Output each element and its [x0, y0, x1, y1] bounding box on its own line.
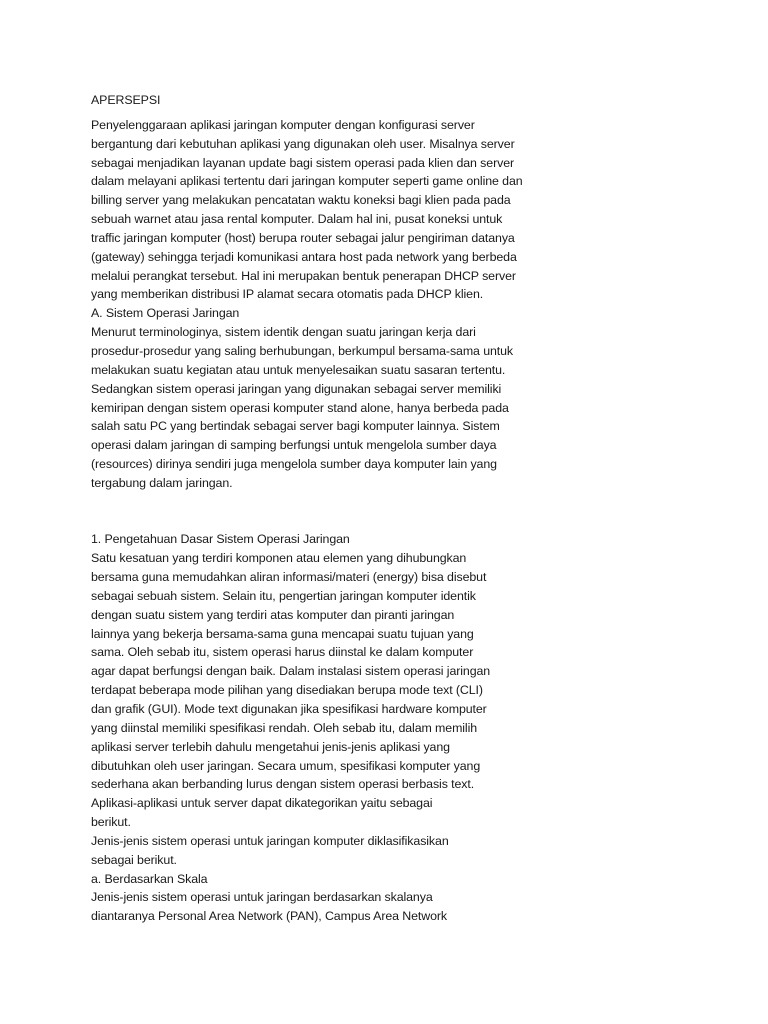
paragraph-line: Aplikasi-aplikasi untuk server dapat dikategorikan yaitu sebagai	[91, 796, 433, 811]
paragraph-line: Sedangkan sistem operasi jaringan yang digunakan sebagai server memiliki	[91, 381, 502, 396]
section-1a-paragraph	[91, 888, 561, 926]
paragraph-line: tergabung dalam jaringan.	[91, 475, 233, 490]
paragraph-line: salah satu PC yang bertindak sebagai server bagi komputer lainnya. Sistem	[91, 419, 500, 434]
section-a-paragraph	[91, 323, 561, 493]
paragraph-line: melakukan suatu kegiatan atau untuk menyelesaikan suatu sasaran tertentu.	[91, 362, 506, 377]
paragraph-spacer	[91, 493, 561, 512]
paragraph-line: dalam melayani aplikasi tertentu dari jaringan komputer seperti game online dan	[91, 174, 523, 189]
paragraph-line: berikut.	[91, 815, 131, 830]
paragraph-line: sebagai berikut.	[91, 852, 177, 867]
paragraph-line: sama. Oleh sebab itu, sistem operasi harus diinstal ke dalam komputer	[91, 645, 474, 660]
section-1-paragraph	[91, 549, 561, 869]
paragraph-line: Menurut terminologinya, sistem identik dengan suatu jaringan kerja dari	[91, 325, 476, 340]
paragraph-line: bersama guna memudahkan aliran informasi/materi (energy) bisa disebut	[91, 570, 487, 585]
paragraph-line: sebuah warnet atau jasa rental komputer. Dalam hal ini, pusat koneksi untuk	[91, 212, 503, 227]
paragraph-line: operasi dalam jaringan di samping berfungsi untuk mengelola sumber daya	[91, 438, 497, 453]
document-title: APERSEPSI	[91, 93, 161, 107]
paragraph-line: sederhana akan berbanding lurus dengan sistem operasi berbasis text.	[91, 777, 475, 792]
paragraph-line: Jenis-jenis sistem operasi untuk jaringan komputer diklasifikasikan	[91, 833, 449, 848]
paragraph-line: diantaranya Personal Area Network (PAN), Campus Area Network	[91, 909, 448, 924]
paragraph-line: aplikasi server terlebih dahulu mengetahui jenis-jenis aplikasi yang	[91, 739, 450, 754]
paragraph-line: dengan suatu sistem yang terdiri atas komputer dan piranti jaringan	[91, 607, 455, 622]
paragraph-line: melalui perangkat tersebut. Hal ini merupakan bentuk penerapan DHCP server	[91, 268, 516, 283]
paragraph-line: prosedur-prosedur yang saling berhubungan, berkumpul bersama-sama untuk	[91, 343, 514, 358]
paragraph-line: yang memberikan distribusi IP alamat secara otomatis pada DHCP klien.	[91, 287, 484, 302]
paragraph-line: sebagai sebuah sistem. Selain itu, pengertian jaringan komputer identik	[91, 588, 476, 603]
intro-paragraph	[91, 116, 561, 304]
paragraph-line: (resources) dirinya sendiri juga mengelola sumber daya komputer lain yang	[91, 457, 497, 472]
paragraph-line: sebagai menjadikan layanan update bagi sistem operasi pada klien dan server	[91, 155, 515, 170]
paragraph-line: dibutuhkan oleh user jaringan. Secara umum, spesifikasi komputer yang	[91, 758, 481, 773]
paragraph-spacer	[91, 512, 561, 531]
section-1-heading: 1. Pengetahuan Dasar Sistem Operasi Jaringan	[91, 532, 350, 547]
paragraph-line: Satu kesatuan yang terdiri komponen atau elemen yang dihubungkan	[91, 551, 467, 566]
document-body	[91, 91, 561, 926]
section-a-heading: A. Sistem Operasi Jaringan	[91, 306, 240, 321]
paragraph-line: kemiripan dengan sistem operasi komputer stand alone, hanya berbeda pada	[91, 400, 509, 415]
paragraph-line: traffic jaringan komputer (host) berupa router sebagai jalur pengiriman datanya	[91, 230, 515, 245]
paragraph-line: terdapat beberapa mode pilihan yang disediakan berupa mode text (CLI)	[91, 683, 483, 698]
paragraph-line: Jenis-jenis sistem operasi untuk jaringan berdasarkan skalanya	[91, 890, 433, 905]
paragraph-line: (gateway) sehingga terjadi komunikasi antara host pada network yang berbeda	[91, 249, 517, 264]
paragraph-line: billing server yang melakukan pencatatan waktu koneksi bagi klien pada pada	[91, 193, 511, 208]
paragraph-line: Penyelenggaraan aplikasi jaringan komputer dengan konfigurasi server	[91, 117, 475, 132]
section-1a-heading: a. Berdasarkan Skala	[91, 871, 208, 886]
paragraph-line: bergantung dari kebutuhan aplikasi yang digunakan oleh user. Misalnya server	[91, 136, 515, 151]
paragraph-line: lainnya yang bekerja bersama-sama guna mencapai suatu tujuan yang	[91, 626, 474, 641]
paragraph-line: yang diinstal memiliki spesifikasi rendah. Oleh sebab itu, dalam memilih	[91, 720, 478, 735]
paragraph-line: agar dapat berfungsi dengan baik. Dalam instalasi sistem operasi jaringan	[91, 664, 491, 679]
paragraph-line: dan grafik (GUI). Mode text digunakan jika spesifikasi hardware komputer	[91, 702, 487, 716]
